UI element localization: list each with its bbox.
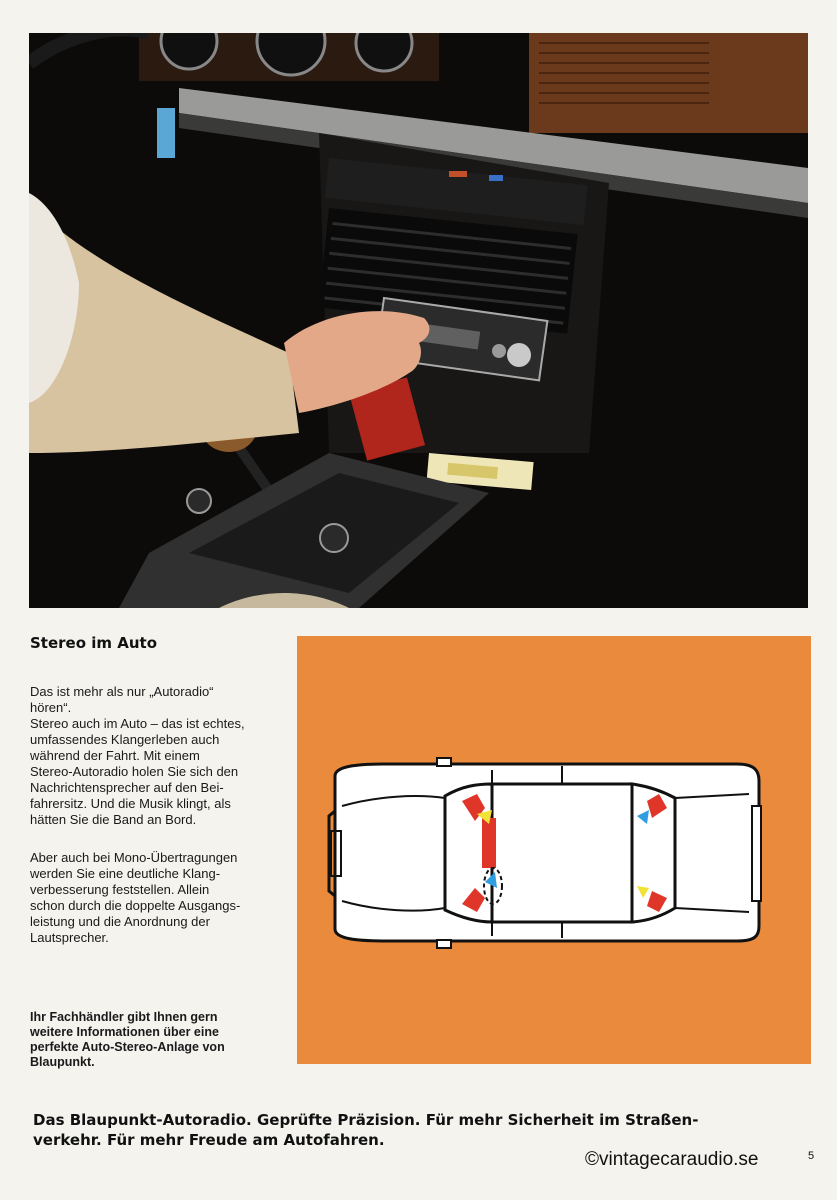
slogan-line: verkehr. Für mehr Freude am Autofahren. <box>33 1131 385 1149</box>
text-line: verbesserung feststellen. Allein <box>30 882 210 897</box>
text-line: hätten Sie die Band an Bord. <box>30 812 197 827</box>
text-line: umfassendes Klangerleben auch <box>30 732 220 747</box>
text-line: Ihr Fachhändler gibt Ihnen gern <box>30 1010 218 1024</box>
text-line: schon durch die doppelte Ausgangs- <box>30 898 241 913</box>
text-line: Lautsprecher. <box>30 930 109 945</box>
text-line: Aber auch bei Mono-Übertragungen <box>30 850 238 865</box>
speaker-diagram <box>297 636 811 1064</box>
paragraph-dealer <box>30 1010 280 1070</box>
copyright-credit: ©vintagecaraudio.se <box>585 1149 759 1170</box>
text-line: hören“. <box>30 700 72 715</box>
text-line: Das ist mehr als nur „Autoradio“ <box>30 684 214 699</box>
page-number: 5 <box>808 1150 815 1162</box>
paragraph-mono <box>30 850 280 946</box>
slogan <box>33 1110 793 1150</box>
car-top-view-illustration <box>297 636 811 1064</box>
text-line: fahrersitz. Und die Musik klingt, als <box>30 796 231 811</box>
text-line: leistung und die Anordnung der <box>30 914 210 929</box>
car-interior-photo <box>29 33 808 608</box>
car-interior-illustration <box>29 33 808 608</box>
text-line: weitere Informationen über eine <box>30 1025 219 1039</box>
text-line: werden Sie eine deutliche Klang- <box>30 866 221 881</box>
text-line: während der Fahrt. Mit einem <box>30 748 200 763</box>
slogan-line: Das Blaupunkt-Autoradio. Geprüfte Präzision. Für mehr Sicherheit im Straßen- <box>33 1111 699 1129</box>
text-line: Blaupunkt. <box>30 1055 95 1069</box>
text-line: Nachrichtensprecher auf den Bei- <box>30 780 224 795</box>
text-line: Stereo-Autoradio holen Sie sich den <box>30 764 239 779</box>
text-line: Stereo auch im Auto – das ist echtes, <box>30 716 245 731</box>
paragraph-intro <box>30 684 280 828</box>
article-heading: Stereo im Auto <box>30 634 158 652</box>
text-line: perfekte Auto-Stereo-Anlage von <box>30 1040 225 1054</box>
